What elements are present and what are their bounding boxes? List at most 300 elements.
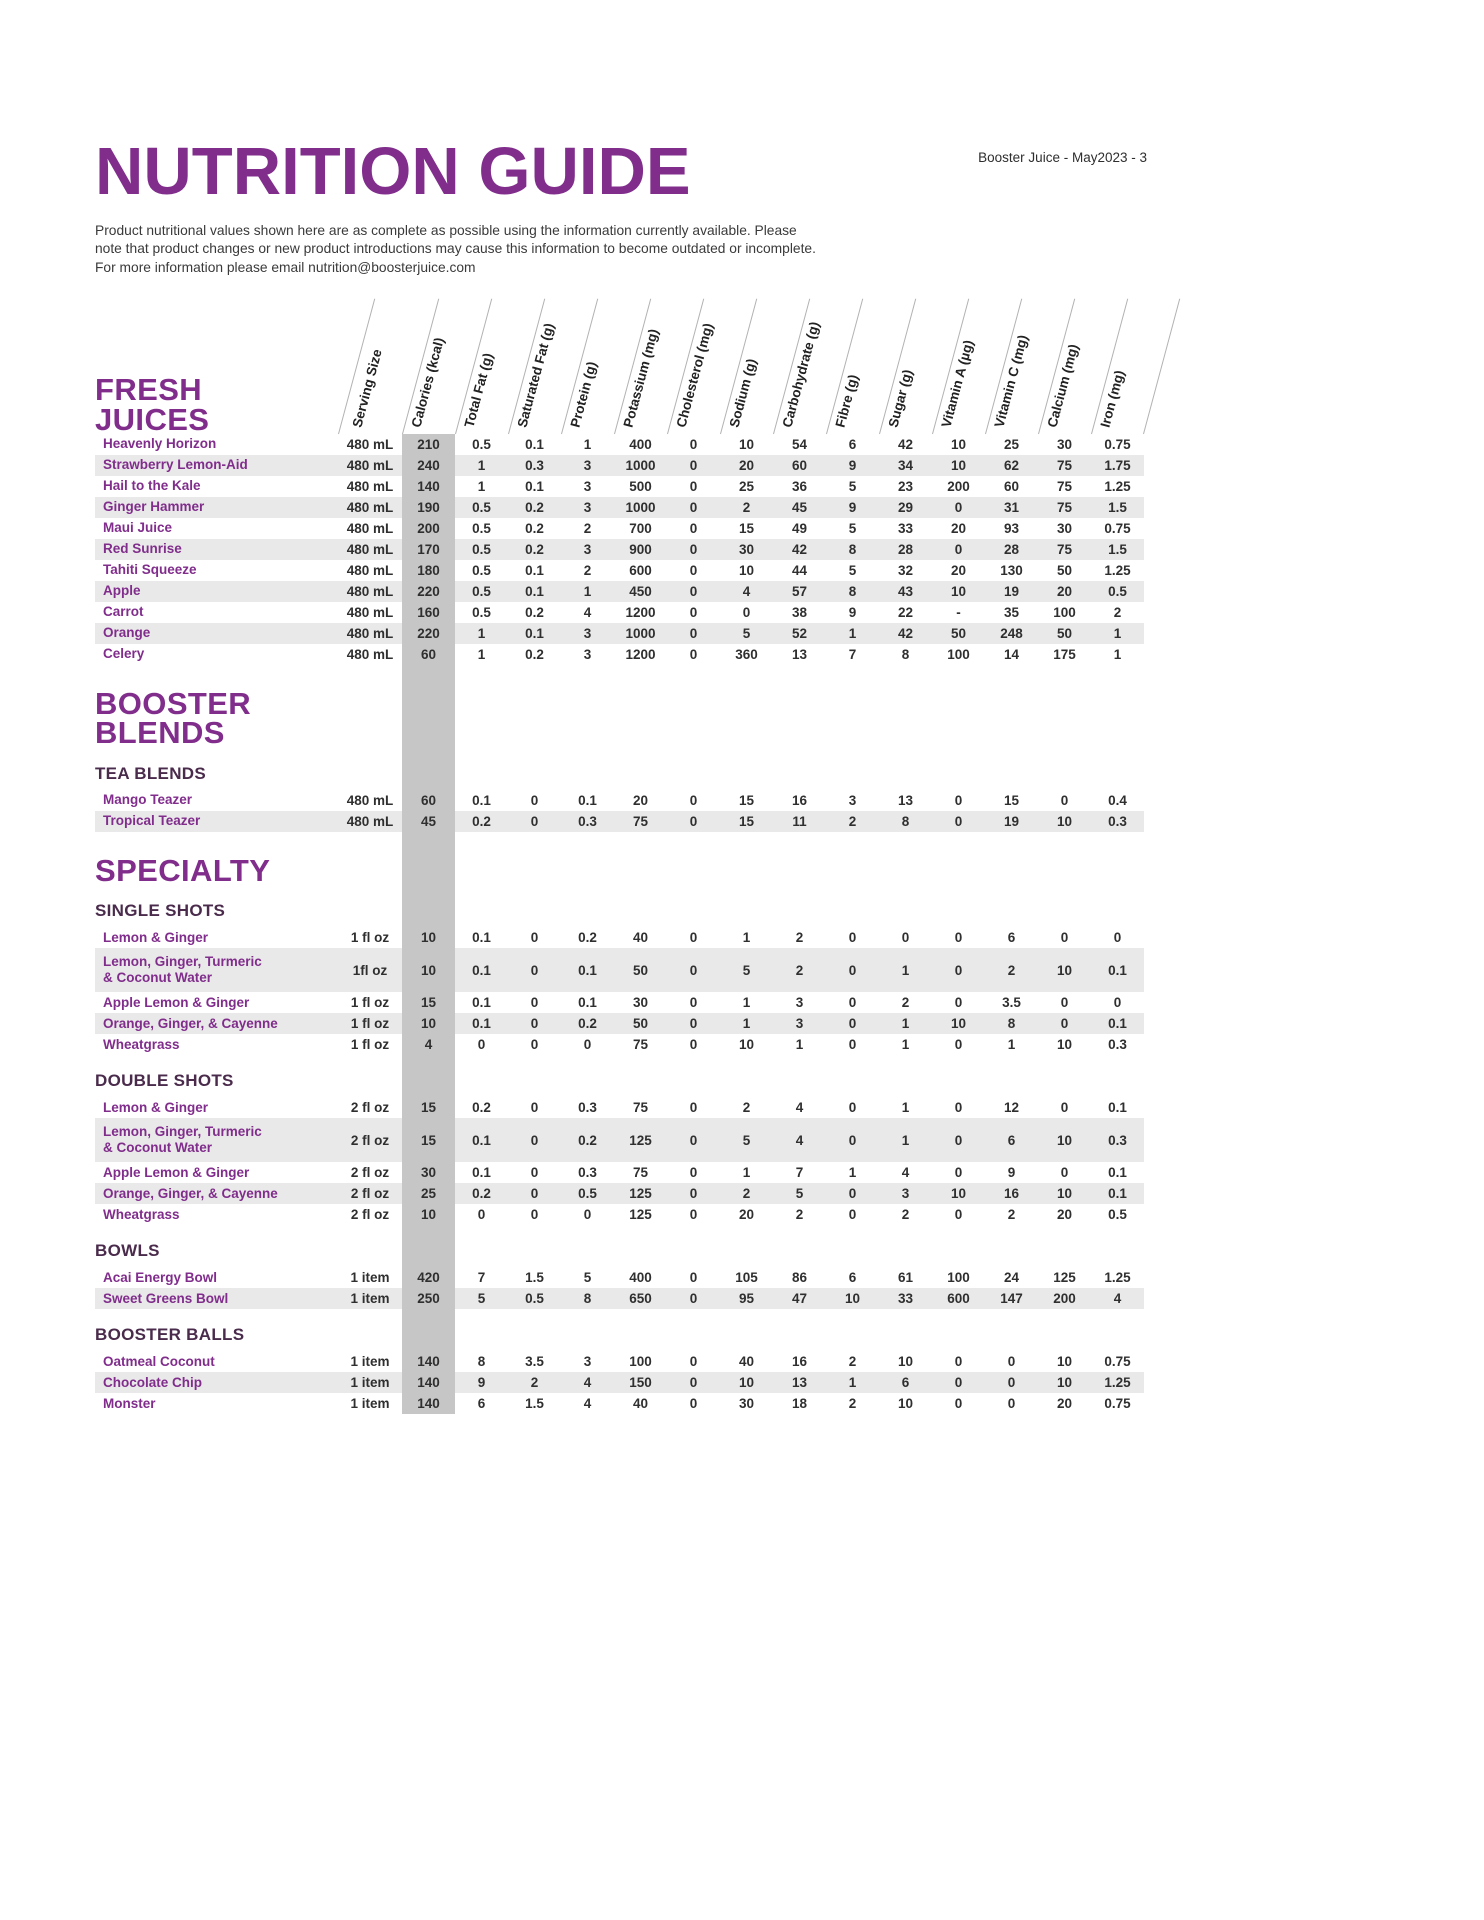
cell-iron-mg: 0.3 (1108, 1037, 1127, 1053)
cell-potassium-mg: 150 (629, 1375, 652, 1391)
cell-sodium-g: 2 (742, 1186, 751, 1202)
cell-protein-g: 0.3 (578, 813, 597, 829)
cell-sugar-g: 2 (901, 995, 910, 1011)
cell-calories-kcal: 140 (417, 1354, 440, 1370)
cell-calories-kcal: 180 (417, 563, 440, 579)
cell-sodium-g: 95 (738, 1291, 755, 1307)
cell-vitamin-c-mg: 93 (1003, 521, 1020, 537)
cell-saturated-fat-g: 0 (530, 930, 539, 946)
cell-sugar-g: 1 (901, 1100, 910, 1116)
cell-iron-mg: 2 (1113, 605, 1122, 621)
column-header-protein-g (561, 290, 614, 434)
intro-note (95, 222, 819, 277)
cell-calories-kcal: 220 (417, 626, 440, 642)
cell-iron-mg: 0.1 (1108, 1100, 1127, 1116)
column-header-label: Saturated Fat (g) (514, 321, 557, 430)
cell-iron-mg: 0.1 (1108, 1016, 1127, 1032)
cell-vitamin-a-g: 10 (950, 1016, 967, 1032)
cell-saturated-fat-g: 0 (530, 1207, 539, 1223)
cell-calories-kcal: 30 (420, 1165, 437, 1181)
cell-potassium-mg: 1000 (625, 458, 656, 474)
cell-carbohydrate-g: 54 (791, 437, 808, 453)
cell-calcium-mg: 10 (1056, 1186, 1073, 1202)
cell-sugar-g: 2 (901, 1207, 910, 1223)
cell-vitamin-c-mg: 6 (1007, 930, 1016, 946)
section-heading-specialty (95, 852, 1144, 888)
cell-iron-mg: 0.1 (1108, 962, 1127, 978)
cell-fibre-g: 0 (848, 1207, 857, 1223)
row-label: Ginger Hammer (103, 499, 205, 515)
column-header-label: Calories (kcal) (408, 335, 448, 430)
cell-saturated-fat-g: 0.2 (525, 647, 544, 663)
cell-vitamin-a-g: 0 (954, 500, 963, 516)
cell-serving-size: 480 mL (346, 584, 394, 600)
cell-carbohydrate-g: 44 (791, 563, 808, 579)
cell-protein-g: 1 (583, 584, 592, 600)
cell-fibre-g: 6 (848, 437, 857, 453)
column-header-label: Vitamin C (mg) (991, 333, 1031, 430)
cell-calcium-mg: 50 (1056, 626, 1073, 642)
cell-carbohydrate-g: 7 (795, 1165, 804, 1181)
cell-calories-kcal: 140 (417, 1396, 440, 1412)
cell-calories-kcal: 170 (417, 542, 440, 558)
cell-sodium-g: 0 (742, 605, 751, 621)
page-title: NUTRITION GUIDE (95, 134, 691, 209)
cell-serving-size: 1 fl oz (350, 1037, 390, 1053)
cell-saturated-fat-g: 0 (530, 792, 539, 808)
cell-sugar-g: 8 (901, 813, 910, 829)
cell-total-fat-g: 0.1 (472, 995, 491, 1011)
table-row-red-sunrise (95, 539, 1144, 560)
subheading-tea-blends: TEA BLENDS (95, 763, 206, 783)
cell-carbohydrate-g: 60 (791, 458, 808, 474)
cell-protein-g: 0 (583, 1037, 592, 1053)
cell-sugar-g: 43 (897, 584, 914, 600)
cell-sugar-g: 33 (897, 521, 914, 537)
cell-calcium-mg: 20 (1056, 584, 1073, 600)
cell-vitamin-a-g: 0 (954, 1396, 963, 1412)
cell-vitamin-a-g: 0 (954, 1100, 963, 1116)
cell-saturated-fat-g: 0.1 (525, 479, 544, 495)
cell-carbohydrate-g: 16 (791, 1354, 808, 1370)
table-body (95, 434, 1144, 1414)
cell-calories-kcal: 10 (420, 1207, 437, 1223)
cell-sugar-g: 10 (897, 1396, 914, 1412)
cell-serving-size: 1 item (350, 1354, 390, 1370)
cell-protein-g: 2 (583, 563, 592, 579)
row-label: Orange, Ginger, & Cayenne (103, 1185, 278, 1201)
cell-total-fat-g: 1 (477, 458, 486, 474)
section-heading-fresh-juices (95, 372, 210, 437)
cell-vitamin-c-mg: 19 (1003, 584, 1020, 600)
cell-total-fat-g: 8 (477, 1354, 486, 1370)
cell-cholesterol-mg: 0 (689, 1354, 698, 1370)
cell-potassium-mg: 125 (629, 1132, 652, 1148)
cell-cholesterol-mg: 0 (689, 605, 698, 621)
cell-total-fat-g: 0.5 (472, 542, 491, 558)
cell-potassium-mg: 75 (632, 1100, 649, 1116)
cell-potassium-mg: 50 (632, 1016, 649, 1032)
cell-total-fat-g: 0.1 (472, 1132, 491, 1148)
cell-cholesterol-mg: 0 (689, 1186, 698, 1202)
cell-sodium-g: 40 (738, 1354, 755, 1370)
cell-vitamin-a-g: 10 (950, 584, 967, 600)
cell-cholesterol-mg: 0 (689, 1207, 698, 1223)
cell-iron-mg: 1.75 (1104, 458, 1131, 474)
column-header-serving-size (338, 290, 402, 434)
cell-calories-kcal: 4 (424, 1037, 433, 1053)
cell-saturated-fat-g: 2 (530, 1375, 539, 1391)
cell-saturated-fat-g: 0.1 (525, 584, 544, 600)
cell-carbohydrate-g: 4 (795, 1132, 804, 1148)
cell-sodium-g: 5 (742, 962, 751, 978)
cell-carbohydrate-g: 36 (791, 479, 808, 495)
cell-carbohydrate-g: 3 (795, 1016, 804, 1032)
cell-potassium-mg: 40 (632, 930, 649, 946)
cell-calories-kcal: 420 (417, 1270, 440, 1286)
cell-sugar-g: 1 (901, 1037, 910, 1053)
cell-vitamin-c-mg: 19 (1003, 813, 1020, 829)
cell-potassium-mg: 500 (629, 479, 652, 495)
table-row-tahiti-squeeze (95, 560, 1144, 581)
cell-iron-mg: 1.25 (1104, 563, 1131, 579)
table-row-ginger-hammer (95, 497, 1144, 518)
cell-fibre-g: 0 (848, 995, 857, 1011)
cell-vitamin-a-g: 10 (950, 1186, 967, 1202)
cell-carbohydrate-g: 2 (795, 930, 804, 946)
cell-vitamin-a-g: 0 (954, 1207, 963, 1223)
table-row-wheatgrass (95, 1034, 1144, 1055)
cell-vitamin-c-mg: 8 (1007, 1016, 1016, 1032)
cell-calcium-mg: 200 (1053, 1291, 1076, 1307)
cell-calories-kcal: 140 (417, 479, 440, 495)
cell-fibre-g: 1 (848, 626, 857, 642)
cell-potassium-mg: 1000 (625, 500, 656, 516)
cell-fibre-g: 5 (848, 479, 857, 495)
cell-calcium-mg: 10 (1056, 813, 1073, 829)
cell-calcium-mg: 100 (1053, 605, 1076, 621)
cell-calcium-mg: 30 (1056, 437, 1073, 453)
cell-calcium-mg: 0 (1060, 1016, 1069, 1032)
cell-iron-mg: 0.3 (1108, 813, 1127, 829)
cell-protein-g: 0.2 (578, 1016, 597, 1032)
row-label: Apple Lemon & Ginger (103, 994, 250, 1010)
cell-serving-size: 2 fl oz (350, 1165, 390, 1181)
cell-carbohydrate-g: 86 (791, 1270, 808, 1286)
column-header-label: Fibre (g) (832, 372, 862, 430)
cell-calcium-mg: 125 (1053, 1270, 1076, 1286)
column-header-label: Sodium (g) (726, 357, 760, 430)
cell-fibre-g: 3 (848, 792, 857, 808)
cell-total-fat-g: 0.5 (472, 437, 491, 453)
cell-saturated-fat-g: 0 (530, 1132, 539, 1148)
cell-serving-size: 480 mL (346, 563, 394, 579)
cell-calories-kcal: 220 (417, 584, 440, 600)
cell-calcium-mg: 10 (1056, 1354, 1073, 1370)
row-label: Oatmeal Coconut (103, 1353, 215, 1369)
cell-vitamin-a-g: 0 (954, 962, 963, 978)
cell-cholesterol-mg: 0 (689, 479, 698, 495)
cell-saturated-fat-g: 0 (530, 995, 539, 1011)
cell-carbohydrate-g: 5 (795, 1186, 804, 1202)
section-heading-line: FRESH (95, 372, 203, 408)
subheading-double-shots: DOUBLE SHOTS (95, 1071, 234, 1091)
table-row-chocolate-chip (95, 1372, 1144, 1393)
cell-vitamin-c-mg: 0 (1007, 1375, 1016, 1391)
cell-sugar-g: 42 (897, 437, 914, 453)
row-label: Orange (103, 625, 151, 641)
table-row-lemon-ginger (95, 927, 1144, 948)
cell-calcium-mg: 10 (1056, 1037, 1073, 1053)
cell-vitamin-a-g: 0 (954, 1165, 963, 1181)
cell-cholesterol-mg: 0 (689, 792, 698, 808)
table-row-tropical-teazer (95, 811, 1144, 832)
cell-serving-size: 1 item (350, 1396, 390, 1412)
cell-saturated-fat-g: 0.2 (525, 521, 544, 537)
cell-fibre-g: 2 (848, 1354, 857, 1370)
cell-potassium-mg: 75 (632, 1165, 649, 1181)
cell-vitamin-c-mg: 25 (1003, 437, 1020, 453)
cell-vitamin-c-mg: 60 (1003, 479, 1020, 495)
table-row-apple-lemon-ginger (95, 992, 1144, 1013)
column-header-cholesterol-mg (667, 290, 720, 434)
cell-protein-g: 0.2 (578, 1132, 597, 1148)
cell-vitamin-c-mg: 9 (1007, 1165, 1016, 1181)
cell-iron-mg: 0.5 (1108, 1207, 1127, 1223)
cell-calcium-mg: 75 (1056, 458, 1073, 474)
cell-vitamin-c-mg: 14 (1003, 647, 1020, 663)
cell-fibre-g: 10 (844, 1291, 861, 1307)
cell-vitamin-c-mg: 130 (1000, 563, 1023, 579)
cell-total-fat-g: 9 (477, 1375, 486, 1391)
cell-protein-g: 3 (583, 647, 592, 663)
cell-vitamin-c-mg: 15 (1003, 792, 1020, 808)
subheading-bowls: BOWLS (95, 1241, 160, 1261)
cell-fibre-g: 8 (848, 542, 857, 558)
cell-protein-g: 5 (583, 1270, 592, 1286)
cell-calcium-mg: 10 (1056, 1132, 1073, 1148)
cell-sugar-g: 42 (897, 626, 914, 642)
cell-potassium-mg: 650 (629, 1291, 652, 1307)
cell-iron-mg: 0.5 (1108, 584, 1127, 600)
table-row-maui-juice (95, 518, 1144, 539)
cell-calcium-mg: 20 (1056, 1207, 1073, 1223)
column-header-vitamin-a-g (932, 290, 985, 434)
row-label: Wheatgrass (103, 1206, 180, 1222)
cell-serving-size: 1 item (350, 1375, 390, 1391)
cell-vitamin-a-g: 0 (954, 995, 963, 1011)
cell-cholesterol-mg: 0 (689, 1100, 698, 1116)
cell-cholesterol-mg: 0 (689, 930, 698, 946)
cell-cholesterol-mg: 0 (689, 1132, 698, 1148)
cell-vitamin-a-g: 20 (950, 521, 967, 537)
cell-sodium-g: 1 (742, 1165, 751, 1181)
column-header-calcium-mg (1038, 290, 1091, 434)
cell-iron-mg: 0.1 (1108, 1165, 1127, 1181)
cell-carbohydrate-g: 52 (791, 626, 808, 642)
cell-fibre-g: 1 (848, 1375, 857, 1391)
cell-fibre-g: 1 (848, 1165, 857, 1181)
column-header-label: Sugar (g) (885, 367, 916, 430)
row-label: Hail to the Kale (103, 478, 201, 494)
cell-vitamin-c-mg: 147 (1000, 1291, 1023, 1307)
cell-vitamin-a-g: 100 (947, 647, 970, 663)
cell-total-fat-g: 0.2 (472, 1186, 491, 1202)
cell-saturated-fat-g: 0 (530, 1186, 539, 1202)
cell-calcium-mg: 0 (1060, 995, 1069, 1011)
cell-sodium-g: 30 (738, 542, 755, 558)
table-row-heavenly-horizon (95, 434, 1144, 455)
cell-sodium-g: 20 (738, 1207, 755, 1223)
cell-calories-kcal: 250 (417, 1291, 440, 1307)
cell-sugar-g: 22 (897, 605, 914, 621)
cell-calories-kcal: 15 (420, 1100, 437, 1116)
cell-carbohydrate-g: 42 (791, 542, 808, 558)
cell-total-fat-g: 1 (477, 647, 486, 663)
table-row-carrot (95, 602, 1144, 623)
cell-sodium-g: 360 (735, 647, 758, 663)
column-header-carbohydrate-g (773, 290, 826, 434)
cell-calcium-mg: 10 (1056, 962, 1073, 978)
row-label: Celery (103, 646, 145, 662)
section-heading-line: BLENDS (95, 715, 225, 751)
cell-fibre-g: 5 (848, 521, 857, 537)
cell-sugar-g: 10 (897, 1354, 914, 1370)
cell-calcium-mg: 0 (1060, 930, 1069, 946)
cell-cholesterol-mg: 0 (689, 1016, 698, 1032)
column-header-saturated-fat-g (508, 290, 561, 434)
cell-calories-kcal: 210 (417, 437, 440, 453)
cell-cholesterol-mg: 0 (689, 1165, 698, 1181)
cell-carbohydrate-g: 47 (791, 1291, 808, 1307)
cell-calories-kcal: 45 (420, 813, 437, 829)
cell-fibre-g: 6 (848, 1270, 857, 1286)
intro-note-text: Product nutritional values shown here are as complete as possible using the information currently available. Please note that product changes or new product introductions may cause this information to become outdated or incomplete. (95, 223, 816, 257)
cell-vitamin-c-mg: 35 (1003, 605, 1020, 621)
cell-potassium-mg: 75 (632, 1037, 649, 1053)
cell-cholesterol-mg: 0 (689, 1291, 698, 1307)
cell-calories-kcal: 10 (420, 1016, 437, 1032)
cell-carbohydrate-g: 13 (791, 1375, 808, 1391)
cell-vitamin-a-g: 0 (954, 1354, 963, 1370)
cell-vitamin-c-mg: 0 (1007, 1354, 1016, 1370)
cell-calories-kcal: 60 (420, 792, 437, 808)
cell-potassium-mg: 1000 (625, 626, 656, 642)
cell-cholesterol-mg: 0 (689, 458, 698, 474)
cell-saturated-fat-g: 1.5 (525, 1396, 544, 1412)
cell-total-fat-g: 0.1 (472, 792, 491, 808)
cell-cholesterol-mg: 0 (689, 647, 698, 663)
cell-protein-g: 3 (583, 626, 592, 642)
table-row-mango-teazer (95, 790, 1144, 811)
cell-serving-size: 1 fl oz (350, 930, 390, 946)
cell-sugar-g: 1 (901, 1016, 910, 1032)
cell-protein-g: 2 (583, 521, 592, 537)
cell-serving-size: 2 fl oz (350, 1100, 390, 1116)
cell-vitamin-a-g: 0 (954, 813, 963, 829)
page-meta: Booster Juice - May2023 - 3 (978, 150, 1147, 165)
cell-iron-mg: 1 (1113, 626, 1122, 642)
cell-fibre-g: 0 (848, 1037, 857, 1053)
row-label: Monster (103, 1395, 156, 1411)
cell-potassium-mg: 900 (629, 542, 652, 558)
cell-saturated-fat-g: 3.5 (525, 1354, 544, 1370)
cell-protein-g: 1 (583, 437, 592, 453)
cell-sugar-g: 23 (897, 479, 914, 495)
cell-carbohydrate-g: 57 (791, 584, 808, 600)
cell-sugar-g: 13 (897, 792, 914, 808)
cell-sugar-g: 0 (901, 930, 910, 946)
cell-saturated-fat-g: 0 (530, 1165, 539, 1181)
cell-vitamin-c-mg: 28 (1003, 542, 1020, 558)
cell-cholesterol-mg: 0 (689, 1037, 698, 1053)
table-row-orange-ginger-cayenne (95, 1013, 1144, 1034)
cell-sugar-g: 61 (897, 1270, 914, 1286)
row-label: Mango Teazer (103, 792, 193, 808)
cell-total-fat-g: 0.5 (472, 521, 491, 537)
cell-vitamin-a-g: 10 (950, 437, 967, 453)
cell-cholesterol-mg: 0 (689, 563, 698, 579)
cell-carbohydrate-g: 49 (791, 521, 808, 537)
cell-cholesterol-mg: 0 (689, 813, 698, 829)
cell-potassium-mg: 20 (632, 792, 649, 808)
cell-sodium-g: 10 (738, 1037, 755, 1053)
cell-fibre-g: 9 (848, 458, 857, 474)
cell-saturated-fat-g: 0 (530, 1037, 539, 1053)
cell-sodium-g: 15 (738, 792, 755, 808)
cell-vitamin-a-g: 600 (947, 1291, 970, 1307)
cell-serving-size: 1 item (350, 1270, 390, 1286)
cell-protein-g: 0.1 (578, 962, 597, 978)
cell-sugar-g: 32 (897, 563, 914, 579)
section-heading-fresh-juices (95, 290, 338, 437)
cell-vitamin-a-g: 20 (950, 563, 967, 579)
cell-cholesterol-mg: 0 (689, 437, 698, 453)
cell-calories-kcal: 15 (420, 995, 437, 1011)
cell-calcium-mg: 20 (1056, 1396, 1073, 1412)
cell-sodium-g: 15 (738, 521, 755, 537)
column-header-label: Vitamin A (µg) (938, 338, 977, 430)
cell-serving-size: 1 fl oz (350, 1016, 390, 1032)
cell-cholesterol-mg: 0 (689, 500, 698, 516)
cell-sodium-g: 105 (735, 1270, 758, 1286)
row-label: Lemon, Ginger, Turmeric & Coconut Water (103, 954, 262, 986)
cell-serving-size: 480 mL (346, 437, 394, 453)
cell-sugar-g: 8 (901, 647, 910, 663)
cell-sugar-g: 3 (901, 1186, 910, 1202)
cell-vitamin-c-mg: 12 (1003, 1100, 1020, 1116)
cell-sugar-g: 4 (901, 1165, 910, 1181)
cell-saturated-fat-g: 0.2 (525, 500, 544, 516)
cell-potassium-mg: 50 (632, 962, 649, 978)
row-label: Heavenly Horizon (103, 436, 217, 452)
cell-sugar-g: 6 (901, 1375, 910, 1391)
cell-total-fat-g: 0.1 (472, 962, 491, 978)
cell-protein-g: 8 (583, 1291, 592, 1307)
column-header-total-fat-g (455, 290, 508, 434)
cell-calories-kcal: 15 (420, 1132, 437, 1148)
row-label: Lemon, Ginger, Turmeric & Coconut Water (103, 1124, 262, 1156)
cell-vitamin-c-mg: 24 (1003, 1270, 1020, 1286)
cell-potassium-mg: 125 (629, 1207, 652, 1223)
table-row-wheatgrass (95, 1204, 1144, 1225)
cell-carbohydrate-g: 18 (791, 1396, 808, 1412)
cell-protein-g: 3 (583, 458, 592, 474)
cell-iron-mg: 0.75 (1104, 521, 1131, 537)
table-header-row (95, 290, 1144, 437)
cell-protein-g: 0.5 (578, 1186, 597, 1202)
cell-calcium-mg: 175 (1053, 647, 1076, 663)
